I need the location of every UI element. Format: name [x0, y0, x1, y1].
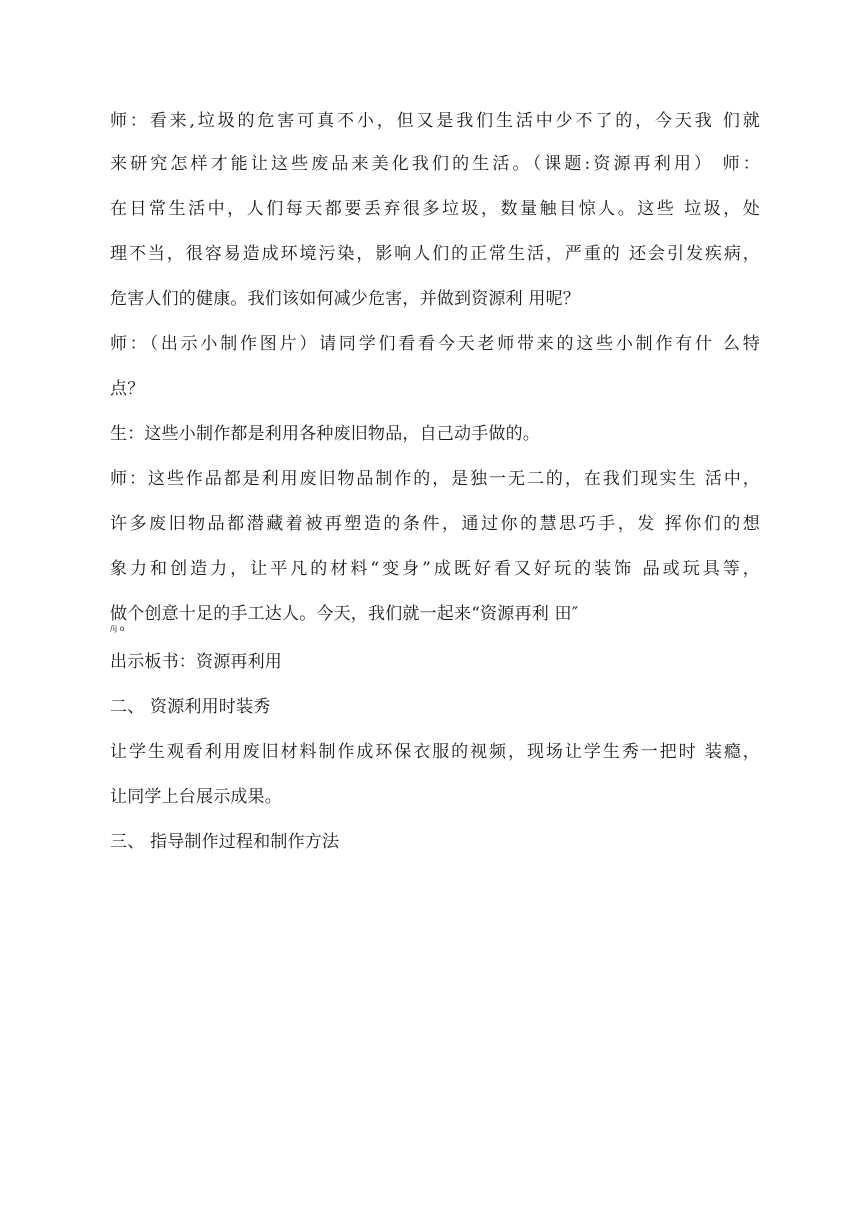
section-heading: 二、 资源利用时装秀 [110, 697, 271, 717]
paragraph-line: 师：这些作品都是利用废旧物品制作的，是独一无二的，在我们现实生 活中， [110, 469, 760, 489]
small-mark: /ij o [110, 624, 125, 633]
paragraph-line: 做个创意十足的手工达人。今天，我们就一起来“资源再利 田″ [110, 604, 579, 624]
paragraph-line: 点？ [110, 379, 145, 399]
paragraph-line: 理不当，很容易造成环境污染，影响人们的正常生活，严重的 还会引发疾病， [110, 244, 760, 264]
board-title-line: 出示板书：资源再利用 [110, 652, 282, 672]
paragraph-line: 让学生观看利用废旧材料制作成环保衣服的视频，现场让学生秀一把时 装瘾， [110, 742, 760, 762]
paragraph-line: 让同学上台展示成果。 [110, 787, 282, 807]
section-heading: 三、 指导制作过程和制作方法 [110, 832, 340, 852]
paragraph-line: 师：看来,垃圾的危害可真不小，但又是我们生活中少不了的，今天我 们就 [110, 111, 760, 131]
paragraph-line: 来研究怎样才能让这些废品来美化我们的生活。（课题:资源再利用） 师： [110, 154, 760, 174]
paragraph-line: 许多废旧物品都潜藏着被再塑造的条件，通过你的慧思巧手，发 挥你们的想 [110, 514, 760, 534]
paragraph-line: 生：这些小制作都是利用各种废旧物品，自己动手做的。 [110, 424, 540, 444]
paragraph-line: 在日常生活中，人们每天都要丢弃很多垃圾，数量触目惊人。这些 垃圾，处 [110, 199, 760, 219]
paragraph-line: 危害人们的健康。我们该如何减少危害，并做到资源利 用呢？ [110, 289, 581, 309]
paragraph-line: 师：（出示小制作图片）请同学们看看今天老师带来的这些小制作有什 么特 [110, 334, 760, 354]
paragraph-line: 象力和创造力，让平凡的材料“变身”成既好看又好玩的装饰 品或玩具等， [110, 559, 760, 579]
